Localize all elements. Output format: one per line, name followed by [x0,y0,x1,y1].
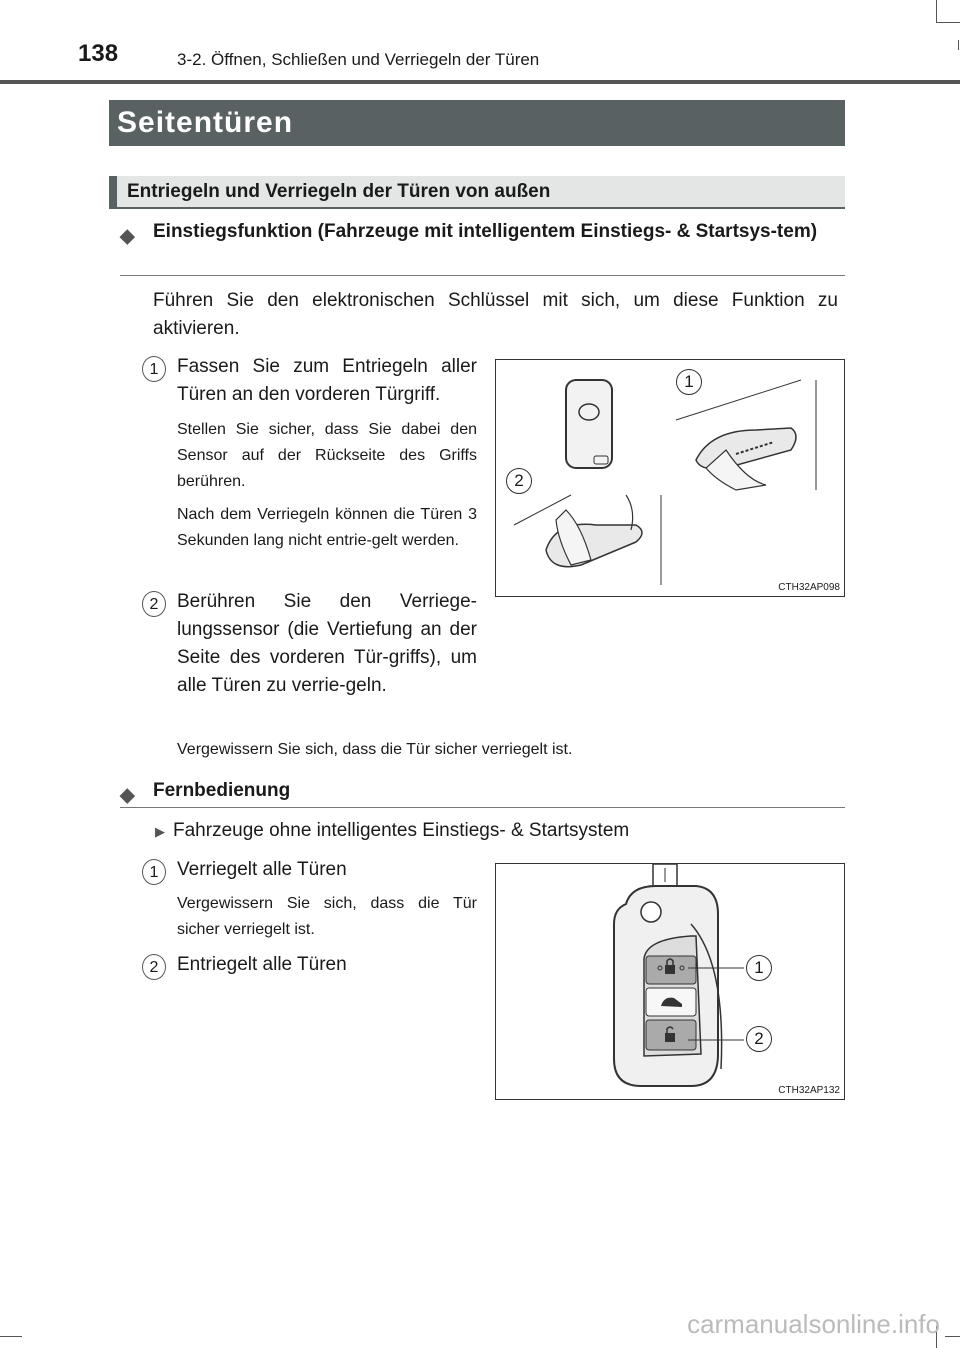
subsystem-note [155,820,629,842]
feature-heading-entry [120,217,845,246]
step-text: Berühren Sie den Verriege-lungssensor (die Vertiefung an der Seite des vorderen Tür-griffs), um alle Türen zu verrie-geln. [177,591,477,696]
crop-mark [936,0,937,22]
crop-mark [936,22,960,23]
figure-code: CTH32AP098 [778,582,840,593]
remote-key-illustration [496,864,844,1099]
page-number: 138 [78,40,119,67]
diamond-bullet-icon: ◆ [120,226,135,247]
step-text: Verriegelt alle Türen [177,859,347,880]
figure-remote-key [495,863,845,1100]
feature-rule [120,275,845,276]
figure-callout-1: 1 [746,955,772,981]
feature-heading-remote [120,776,845,805]
feature-intro: Führen Sie den elektronischen Schlüssel mit sich, um diese Funktion zu aktivieren. [153,290,838,339]
step-number: 1 [142,859,166,885]
figure-callout-2: 2 [506,468,532,494]
crop-mark [0,1336,22,1337]
crop-mark [958,40,959,50]
watermark: carmanualsonline.info [687,1309,940,1339]
triangle-right-icon: ▶ [155,824,165,839]
feature-title: Einstiegsfunktion (Fahrzeuge mit intelligentem Einstiegs- & Startsys-tem) [153,221,818,242]
step-number: 1 [142,356,166,382]
step-number: 2 [142,591,166,617]
step-text: Fassen Sie zum Entriegeln aller Türen an den vorderen Türgriff. [177,356,477,405]
step-note: Vergewissern Sie sich, dass die Tür sicher verriegelt ist. [177,741,573,758]
header-rule [0,80,960,84]
diamond-bullet-icon: ◆ [120,785,135,806]
chapter-title: 3-2. Öffnen, Schließen und Verriegeln der Türen [177,50,540,69]
crop-mark [945,1336,960,1337]
figure-callout-1: 1 [676,369,702,395]
sub-heading: Entriegeln und Verriegeln der Türen von außen [109,176,845,209]
step-note: Vergewissern Sie sich, dass die Tür sicher verriegelt ist. [177,895,477,938]
step-note: Stellen Sie sicher, dass Sie dabei den Sensor auf der Rückseite des Griffs berühren. [177,421,477,490]
step-number: 2 [142,954,166,980]
subsystem-text: Fahrzeuge ohne intelligentes Einstiegs- & Startsystem [173,820,630,841]
figure-callout-2: 2 [746,1026,772,1052]
figure-entry-function [495,359,845,597]
step-note: Nach dem Verriegeln können die Türen 3 Sekunden lang nicht entrie-gelt werden. [177,506,477,549]
section-title: Seitentüren [109,100,845,146]
figure-code: CTH32AP132 [778,1085,840,1096]
door-handle-illustration [496,360,844,596]
step-text: Entriegelt alle Türen [177,954,347,975]
feature-title: Fernbedienung [153,780,291,801]
feature-rule [120,807,845,808]
